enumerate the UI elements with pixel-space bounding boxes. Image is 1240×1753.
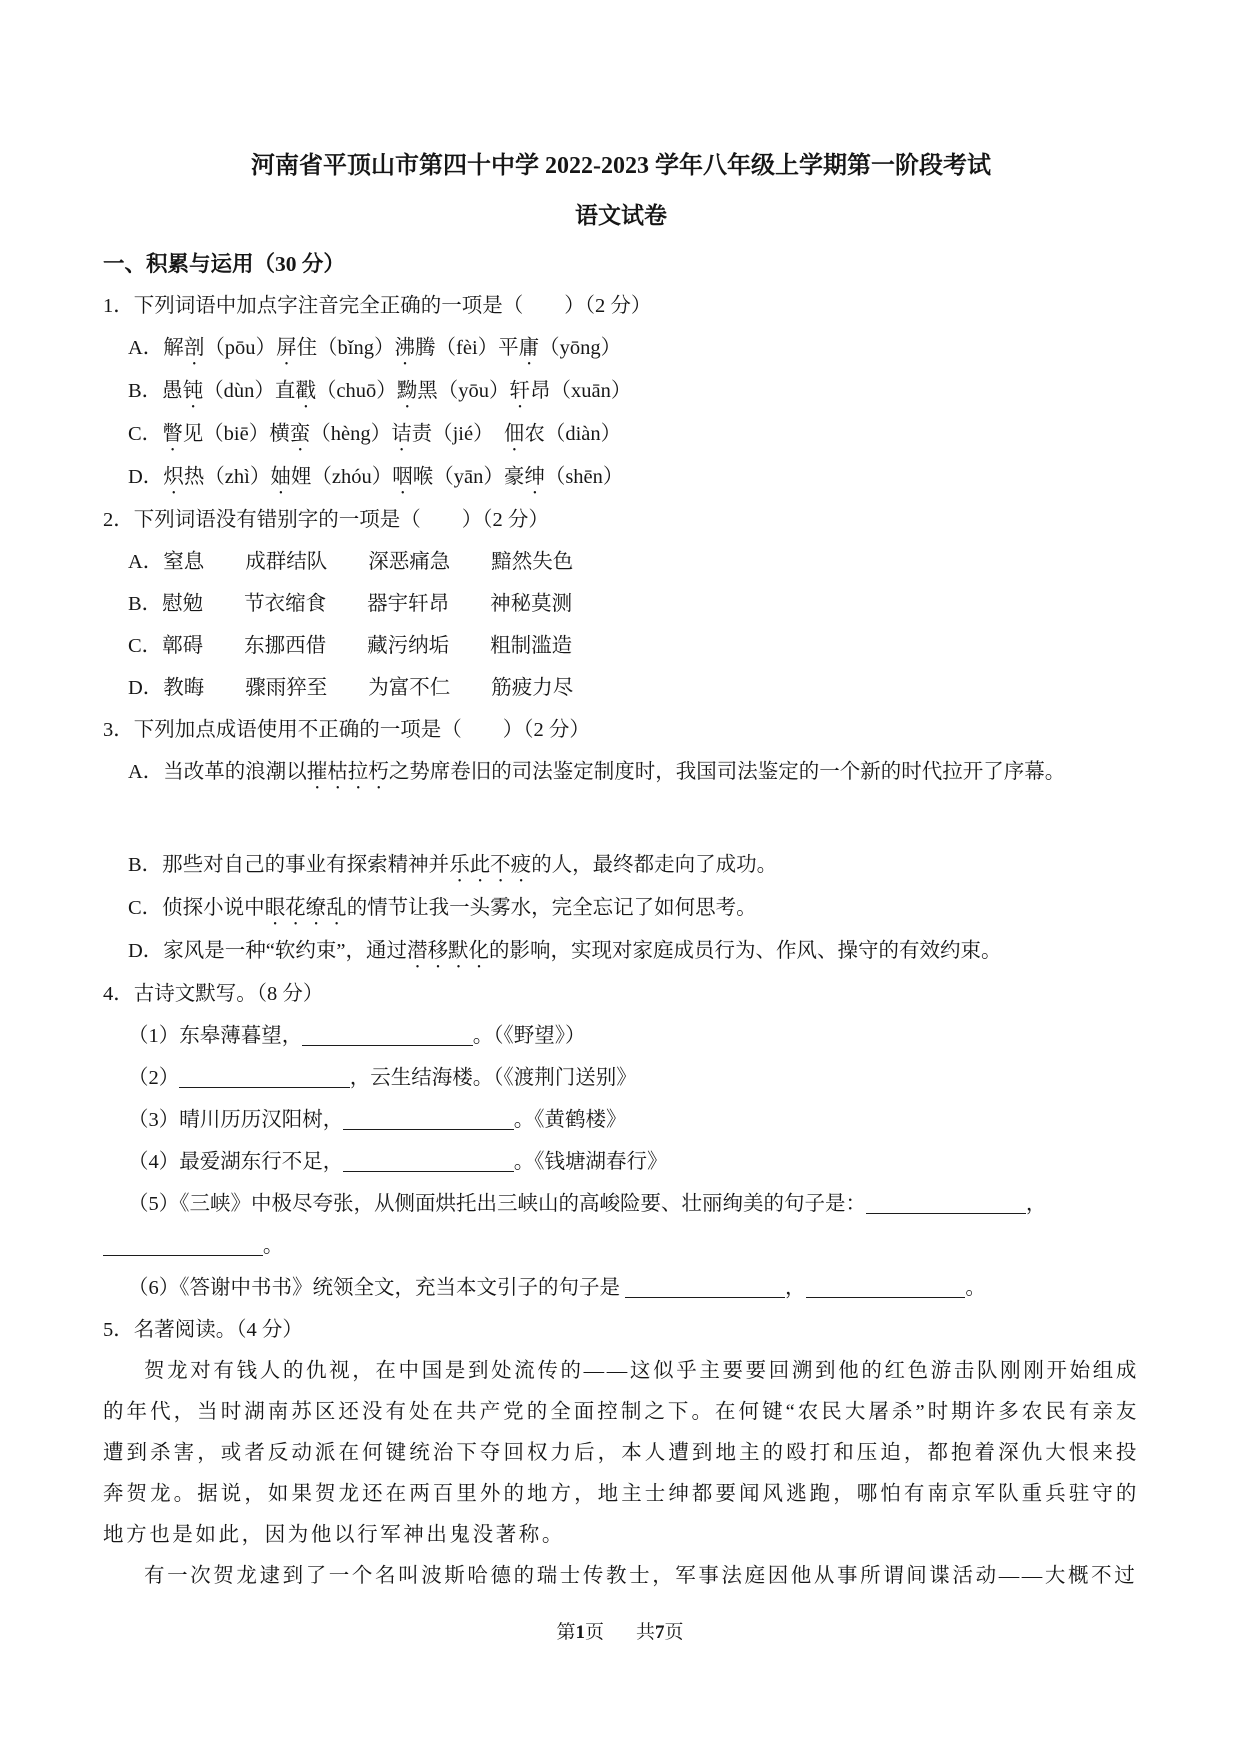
question-4-item-5: （5）《三峡》中极尽夸张，从侧面烘托出三峡山的高峻险要、壮丽绚美的句子是： ， [128, 1193, 1047, 1215]
question-4-item-6: （6）《答谢中书书》统领全文，充当本文引子的句子是 ， 。 [128, 1277, 986, 1299]
question-1-option-b: B．愚钝（dùn）直戳（chuō）黝黑（yōu）轩昂（xuān） [128, 380, 632, 402]
footer-page-prefix: 第 [556, 1622, 576, 1643]
question-4-item-2: （2） ，云生结海楼。（《渡荆门送别》 [128, 1067, 637, 1089]
footer-total-number: 7 [655, 1622, 665, 1643]
page-footer [0, 1620, 1240, 1646]
question-2-stem: 2．下列词语没有错别字的一项是（ ）（2 分） [103, 509, 549, 531]
footer-page-suffix: 页 [584, 1622, 604, 1643]
question-3-option-d: D．家风是一种“软约束”，通过潜移默化的影响，实现对家庭成员行为、作风、操守的有效约束。 [128, 940, 1002, 962]
question-3-option-c: C．侦探小说中眼花缭乱的情节让我一头雾水，完全忘记了如何思考。 [128, 897, 757, 919]
question-4-item-3: （3）晴川历历汉阳树， 。《黄鹤楼》 [128, 1109, 627, 1131]
question-1-option-d: D．炽热（zhì）妯娌（zhóu）咽喉（yān）豪绅（shēn） [128, 466, 624, 488]
question-1-option-c: C．瞥见（biē）横蛮（hèng）诘责（jié） 佃农（diàn） [128, 423, 622, 445]
question-3-option-a: A．当改革的浪潮以摧枯拉朽之势席卷旧的司法鉴定制度时，我国司法鉴定的一个新的时代拉开了序幕。 [128, 761, 1066, 783]
section-1-heading: 一、积累与运用（30 分） [103, 252, 345, 276]
question-3-option-b: B．那些对自己的事业有探索精神并乐此不疲的人，最终都走向了成功。 [128, 854, 778, 876]
question-4-item-5-continued: 。 [103, 1225, 1139, 1267]
question-4-item-1: （1）东皋薄暮望， 。（《野望》） [128, 1025, 586, 1047]
question-5-stem: 5．名著阅读。（4 分） [103, 1319, 303, 1341]
exam-title: 河南省平顶山市第四十中学 2022-2023 学年八年级上学期第一阶段考试 [251, 153, 991, 179]
question-5-passage-paragraph-1: 贺龙对有钱人的仇视，在中国是到处流传的——这似乎主要要回溯到他的红色游击队刚刚开始组成的年代，当时湖南苏区还没有处在共产党的全面控制之下。在何键“农民大屠杀”时期许多农民有亲友遭到杀害，或者反动派在何键统治下夺回权力后，本人遭到地主的殴打和压迫，都抱着深仇大恨来投奔贺龙。据说，如果贺龙还在两百里外的地方，地主士绅都要闻风逃跑，哪怕有南京军队重兵驻守的地方也是如此，因为他以行军神出鬼没著称。 [103, 1360, 1139, 1546]
question-4-item-4: （4）最爱湖东行不足， 。《钱塘湖春行》 [128, 1151, 668, 1173]
question-2-option-d: D．教晦 骤雨猝至 为富不仁 筋疲力尽 [128, 677, 574, 699]
exam-paper-page [103, 0, 1139, 1597]
question-1-option-a: A．解剖（pōu）屏住（bǐng）沸腾（fèi）平庸（yōng） [128, 337, 622, 359]
question-1-stem: 1．下列词语中加点字注音完全正确的一项是（ ）（2 分） [103, 295, 652, 317]
question-4-stem: 4．古诗文默写。（8 分） [103, 983, 324, 1005]
footer-page-number: 1 [575, 1622, 585, 1643]
question-3-stem: 3．下列加点成语使用不正确的一项是（ ）（2 分） [103, 719, 590, 741]
exam-subtitle: 语文试卷 [575, 203, 667, 228]
question-2-option-a: A．窒息 成群结队 深恶痛急 黯然失色 [128, 551, 574, 573]
footer-total-prefix: 共 [636, 1622, 656, 1643]
question-2-option-b: B．慰勉 节衣缩食 器宇轩昂 神秘莫测 [128, 593, 573, 615]
footer-total-suffix: 页 [664, 1622, 684, 1643]
question-5-passage-paragraph-2: 有一次贺龙逮到了一个名叫波斯哈德的瑞士传教士，军事法庭因他从事所谓间谍活动——大概不过 [144, 1565, 1138, 1587]
question-2-option-c: C．鄣碍 东挪西借 藏污纳垢 粗制滥造 [128, 635, 573, 657]
